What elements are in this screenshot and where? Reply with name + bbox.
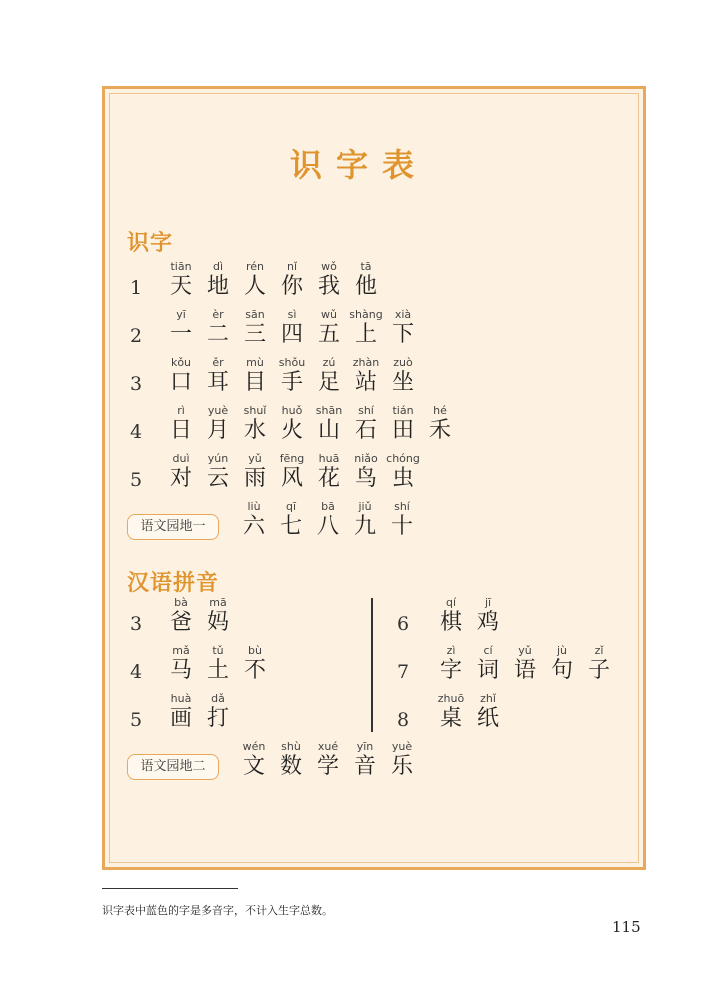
page-title: 识字表: [289, 146, 428, 184]
pinyin-label: fēng: [279, 452, 305, 465]
pinyin-label: huā: [318, 452, 340, 465]
pinyin-label: yīn: [356, 740, 374, 753]
pinyin-label: yǔ: [248, 452, 262, 465]
pinyin-label: bā: [321, 500, 335, 513]
character-cell: [385, 308, 421, 348]
hanzi-character: 词: [476, 658, 499, 683]
hanzi-character: 山: [317, 418, 340, 443]
pinyin-label: niǎo: [354, 452, 378, 465]
pinyin-label: yuè: [207, 404, 229, 417]
pinyin-label: mǎ: [172, 644, 190, 657]
pinyin-label: sān: [245, 308, 265, 321]
pinyin-label: wén: [242, 740, 266, 753]
hanzi-character: 他: [354, 274, 377, 299]
character-cell: [384, 740, 420, 780]
pinyin-label: chóng: [386, 452, 420, 465]
hanzi-character: 二: [206, 322, 229, 347]
hanzi-character: 石: [354, 418, 377, 443]
pinyin-label: rén: [245, 260, 265, 273]
pinyin-label: shàng: [349, 308, 383, 321]
pinyin-label: jī: [484, 596, 492, 609]
hanzi-character: 四: [280, 322, 303, 347]
character-cell: [422, 404, 458, 444]
hanzi-character: 九: [353, 514, 376, 539]
hanzi-character: 土: [206, 658, 229, 683]
pinyin-label: shǒu: [278, 356, 306, 369]
hanzi-character: 虫: [391, 466, 414, 491]
hanzi-character: 耳: [206, 370, 229, 395]
hanzi-character: 我: [317, 274, 340, 299]
pinyin-label: zhǐ: [480, 692, 496, 705]
hanzi-character: 日: [169, 418, 192, 443]
hanzi-character: 学: [316, 754, 339, 779]
hanzi-character: 三: [243, 322, 266, 347]
row-number: 5: [129, 709, 143, 731]
pinyin-label: qí: [445, 596, 457, 609]
character-cell: [470, 692, 506, 732]
hanzi-character: 云: [206, 466, 229, 491]
pinyin-label: zǐ: [594, 644, 604, 657]
character-cell: [384, 500, 420, 540]
hanzi-character: 字: [439, 658, 462, 683]
pinyin-label: dǎ: [211, 692, 225, 705]
hanzi-character: 你: [280, 274, 303, 299]
row-number: 5: [129, 469, 143, 491]
character-cell: [200, 596, 236, 636]
row-number: 4: [129, 661, 143, 683]
hanzi-character: 十: [390, 514, 413, 539]
hanzi-character: 马: [169, 658, 192, 683]
hanzi-character: 不: [243, 658, 266, 683]
hanzi-character: 水: [243, 418, 266, 443]
hanzi-character: 数: [279, 754, 302, 779]
pinyin-label: shí: [394, 500, 410, 513]
hanzi-character: 火: [280, 418, 303, 443]
pinyin-label: zú: [322, 356, 336, 369]
column-divider: [371, 598, 373, 732]
pinyin-label: liù: [247, 500, 261, 513]
pinyin-label: tiān: [170, 260, 192, 273]
hanzi-character: 纸: [476, 706, 499, 731]
pinyin-label: shí: [358, 404, 374, 417]
yuwen-yuandi-tag: 语文园地二: [127, 754, 219, 780]
pinyin-label: mā: [209, 596, 227, 609]
hanzi-character: 月: [206, 418, 229, 443]
row-number: 6: [396, 613, 410, 635]
pinyin-label: zì: [446, 644, 456, 657]
hanzi-character: 鸟: [354, 466, 377, 491]
hanzi-character: 下: [391, 322, 414, 347]
hanzi-character: 鸡: [476, 610, 499, 635]
pinyin-label: tián: [392, 404, 414, 417]
character-cell: [385, 356, 421, 396]
row-number: 8: [396, 709, 410, 731]
pinyin-label: yún: [207, 452, 229, 465]
pinyin-label: xué: [317, 740, 339, 753]
hanzi-character: 足: [317, 370, 340, 395]
hanzi-character: 口: [169, 370, 192, 395]
hanzi-character: 乐: [390, 754, 413, 779]
hanzi-character: 一: [169, 322, 192, 347]
row-number: 1: [129, 277, 143, 299]
pinyin-label: huà: [170, 692, 192, 705]
hanzi-character: 语: [513, 658, 536, 683]
pinyin-label: wǔ: [321, 308, 337, 321]
hanzi-character: 天: [169, 274, 192, 299]
hanzi-character: 六: [242, 514, 265, 539]
pinyin-label: xià: [394, 308, 412, 321]
hanzi-character: 站: [354, 370, 377, 395]
row-number: 3: [129, 373, 143, 395]
pinyin-label: qī: [285, 500, 297, 513]
hanzi-character: 爸: [169, 610, 192, 635]
section-heading-hanyu-pinyin: 汉语拼音: [127, 570, 220, 596]
hanzi-character: 七: [279, 514, 302, 539]
character-cell: [385, 452, 421, 492]
pinyin-label: nǐ: [286, 260, 298, 273]
section-heading-shizi: 识字: [127, 230, 174, 256]
yuwen-yuandi-tag: 语文园地一: [127, 514, 219, 540]
character-cell: [237, 644, 273, 684]
pinyin-label: jiǔ: [358, 500, 372, 513]
character-cell: [470, 596, 506, 636]
pinyin-label: zhuō: [437, 692, 465, 705]
pinyin-label: mù: [246, 356, 264, 369]
hanzi-character: 目: [243, 370, 266, 395]
hanzi-character: 坐: [391, 370, 414, 395]
hanzi-character: 句: [550, 658, 573, 683]
row-number: 4: [129, 421, 143, 443]
pinyin-label: èr: [212, 308, 224, 321]
hanzi-character: 花: [317, 466, 340, 491]
pinyin-label: shān: [315, 404, 343, 417]
pinyin-label: rì: [177, 404, 185, 417]
hanzi-character: 打: [206, 706, 229, 731]
hanzi-character: 棋: [439, 610, 462, 635]
character-cell: [348, 260, 384, 300]
pinyin-label: tā: [360, 260, 372, 273]
pinyin-label: wǒ: [321, 260, 337, 273]
hanzi-character: 田: [391, 418, 414, 443]
hanzi-character: 画: [169, 706, 192, 731]
pinyin-label: duì: [172, 452, 190, 465]
hanzi-character: 人: [243, 274, 266, 299]
pinyin-label: yī: [176, 308, 186, 321]
pinyin-label: bù: [248, 644, 262, 657]
pinyin-label: sì: [287, 308, 297, 321]
hanzi-character: 子: [587, 658, 610, 683]
hanzi-character: 地: [206, 274, 229, 299]
pinyin-label: huǒ: [281, 404, 303, 417]
hanzi-character: 风: [280, 466, 303, 491]
pinyin-label: dì: [212, 260, 224, 273]
character-cell: [581, 644, 617, 684]
hanzi-character: 桌: [439, 706, 462, 731]
pinyin-label: jù: [556, 644, 568, 657]
pinyin-label: shuǐ: [243, 404, 267, 417]
row-number: 3: [129, 613, 143, 635]
pinyin-label: hé: [433, 404, 447, 417]
row-number: 7: [396, 661, 410, 683]
hanzi-character: 雨: [243, 466, 266, 491]
hanzi-character: 禾: [428, 418, 451, 443]
page-number: 115: [612, 918, 641, 936]
pinyin-label: cí: [483, 644, 493, 657]
hanzi-character: 文: [242, 754, 265, 779]
pinyin-label: zuò: [393, 356, 413, 369]
hanzi-character: 八: [316, 514, 339, 539]
character-cell: [200, 692, 236, 732]
hanzi-character: 上: [354, 322, 377, 347]
row-number: 2: [129, 325, 143, 347]
hanzi-character: 手: [280, 370, 303, 395]
pinyin-label: kǒu: [170, 356, 192, 369]
pinyin-label: ěr: [212, 356, 224, 369]
hanzi-character: 妈: [206, 610, 229, 635]
pinyin-label: tǔ: [212, 644, 224, 657]
hanzi-character: 五: [317, 322, 340, 347]
pinyin-label: yǔ: [518, 644, 532, 657]
footnote-rule: [102, 888, 238, 889]
footnote: 识字表中蓝色的字是多音字，不计入生字总数。: [102, 904, 333, 917]
pinyin-label: shù: [281, 740, 301, 753]
pinyin-label: zhàn: [352, 356, 380, 369]
pinyin-label: bà: [174, 596, 188, 609]
hanzi-character: 音: [353, 754, 376, 779]
pinyin-label: yuè: [391, 740, 413, 753]
hanzi-character: 对: [169, 466, 192, 491]
